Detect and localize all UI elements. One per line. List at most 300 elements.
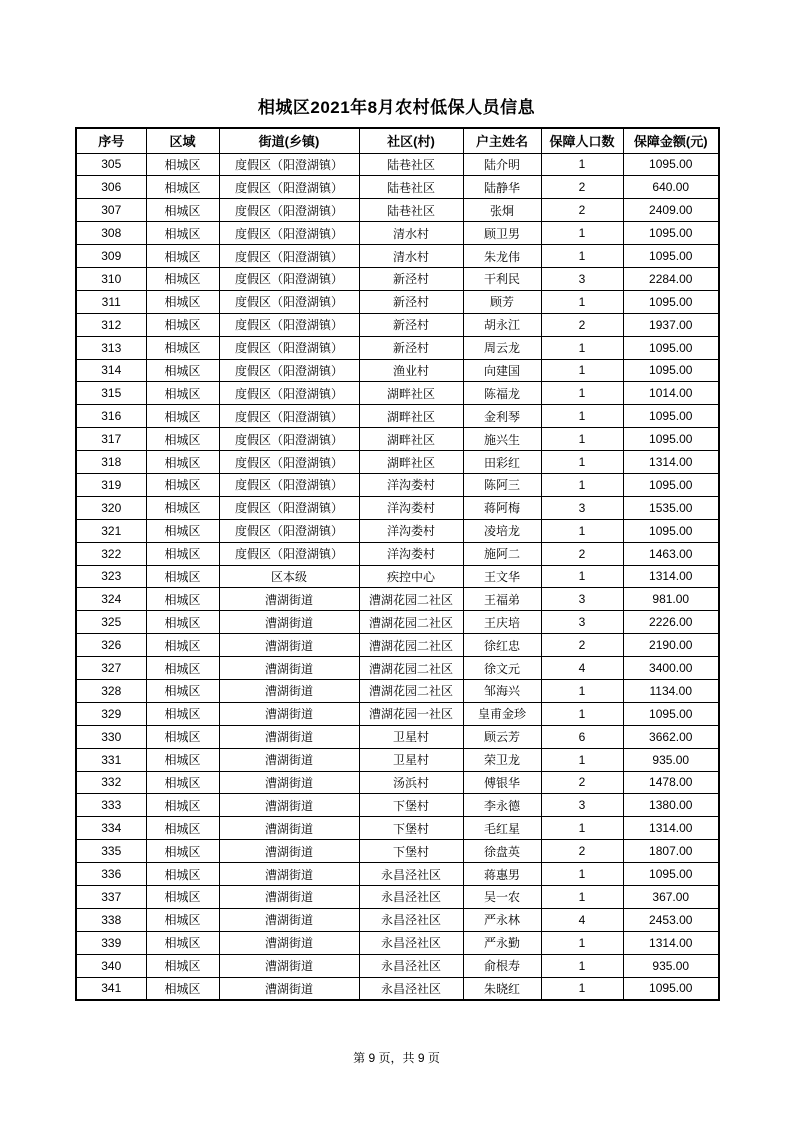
table-row [76, 657, 719, 680]
table-cell: 度假区（阳澄湖镇） [219, 222, 359, 245]
table-cell: 相城区 [146, 611, 219, 634]
table-cell: 306 [76, 176, 146, 199]
table-row [76, 382, 719, 405]
table-row [76, 359, 719, 382]
table-cell: 2226.00 [623, 611, 719, 634]
table-cell: 3 [541, 588, 623, 611]
table-cell: 干利民 [463, 267, 541, 290]
table-cell: 王福弟 [463, 588, 541, 611]
table-cell: 度假区（阳澄湖镇） [219, 359, 359, 382]
table-cell: 相城区 [146, 290, 219, 313]
table-row [76, 496, 719, 519]
table-cell: 度假区（阳澄湖镇） [219, 428, 359, 451]
table-row [76, 634, 719, 657]
table-cell: 相城区 [146, 267, 219, 290]
table-cell: 310 [76, 267, 146, 290]
table-cell: 漕湖街道 [219, 748, 359, 771]
table-cell: 度假区（阳澄湖镇） [219, 176, 359, 199]
table-row [76, 565, 719, 588]
table-cell: 3662.00 [623, 725, 719, 748]
table-cell: 1314.00 [623, 817, 719, 840]
table-cell: 308 [76, 222, 146, 245]
table-cell: 相城区 [146, 542, 219, 565]
table-cell: 341 [76, 977, 146, 1000]
table-cell: 漕湖街道 [219, 588, 359, 611]
table-row [76, 405, 719, 428]
table-cell: 1014.00 [623, 382, 719, 405]
table-cell: 相城区 [146, 886, 219, 909]
table-row [76, 313, 719, 336]
table-cell: 相城区 [146, 863, 219, 886]
table-cell: 1095.00 [623, 863, 719, 886]
table-cell: 漕湖花园二社区 [359, 679, 463, 702]
table-cell: 陈福龙 [463, 382, 541, 405]
column-header: 序号 [76, 128, 146, 153]
table-cell: 331 [76, 748, 146, 771]
table-cell: 度假区（阳澄湖镇） [219, 542, 359, 565]
table-cell: 下堡村 [359, 817, 463, 840]
table-cell: 325 [76, 611, 146, 634]
table-cell: 1 [541, 817, 623, 840]
table-cell: 新泾村 [359, 336, 463, 359]
table-cell: 1 [541, 336, 623, 359]
table-row [76, 863, 719, 886]
table-cell: 蒋惠男 [463, 863, 541, 886]
table-cell: 1 [541, 863, 623, 886]
table-cell: 陆巷社区 [359, 176, 463, 199]
table-cell: 度假区（阳澄湖镇） [219, 290, 359, 313]
table-row [76, 611, 719, 634]
table-cell: 漕湖街道 [219, 725, 359, 748]
table-cell: 1095.00 [623, 153, 719, 176]
table-cell: 相城区 [146, 176, 219, 199]
table-header [76, 128, 719, 153]
table-cell: 渔业村 [359, 359, 463, 382]
table-cell: 徐红忠 [463, 634, 541, 657]
table-cell: 徐盘英 [463, 840, 541, 863]
table-cell: 337 [76, 886, 146, 909]
table-cell: 朱晓红 [463, 977, 541, 1000]
table-cell: 3 [541, 496, 623, 519]
table-cell: 340 [76, 954, 146, 977]
table-cell: 1095.00 [623, 428, 719, 451]
table-cell: 相城区 [146, 565, 219, 588]
table-cell: 湖畔社区 [359, 382, 463, 405]
table-cell: 320 [76, 496, 146, 519]
table-cell: 2 [541, 542, 623, 565]
table-cell: 陆巷社区 [359, 153, 463, 176]
table-cell: 相城区 [146, 657, 219, 680]
table-row [76, 908, 719, 931]
table-cell: 湖畔社区 [359, 428, 463, 451]
table-cell: 相城区 [146, 313, 219, 336]
table-cell: 湖畔社区 [359, 451, 463, 474]
table-cell: 1134.00 [623, 679, 719, 702]
table-cell: 施兴生 [463, 428, 541, 451]
table-cell: 相城区 [146, 222, 219, 245]
table-cell: 1314.00 [623, 451, 719, 474]
table-row [76, 336, 719, 359]
table-cell: 漕湖街道 [219, 840, 359, 863]
table-cell: 漕湖街道 [219, 771, 359, 794]
table-cell: 疾控中心 [359, 565, 463, 588]
table-cell: 1095.00 [623, 473, 719, 496]
table-cell: 1535.00 [623, 496, 719, 519]
table-cell: 314 [76, 359, 146, 382]
table-row [76, 977, 719, 1000]
table-row [76, 153, 719, 176]
table-cell: 张炯 [463, 199, 541, 222]
table-cell: 卫星村 [359, 725, 463, 748]
table-cell: 洋沟娄村 [359, 473, 463, 496]
table-cell: 1 [541, 382, 623, 405]
table-cell: 漕湖街道 [219, 679, 359, 702]
table-cell: 329 [76, 702, 146, 725]
table-cell: 2190.00 [623, 634, 719, 657]
table-cell: 度假区（阳澄湖镇） [219, 267, 359, 290]
table-cell: 度假区（阳澄湖镇） [219, 153, 359, 176]
table-row [76, 702, 719, 725]
table-cell: 1 [541, 428, 623, 451]
table-cell: 相城区 [146, 245, 219, 268]
table-cell: 336 [76, 863, 146, 886]
table-row [76, 931, 719, 954]
table-cell: 凌培龙 [463, 519, 541, 542]
table-cell: 傅银华 [463, 771, 541, 794]
table-cell: 永昌泾社区 [359, 977, 463, 1000]
table-cell: 334 [76, 817, 146, 840]
table-cell: 顾云芳 [463, 725, 541, 748]
table-row [76, 199, 719, 222]
table-cell: 漕湖街道 [219, 634, 359, 657]
table-cell: 毛红星 [463, 817, 541, 840]
table-cell: 2 [541, 771, 623, 794]
table-cell: 相城区 [146, 954, 219, 977]
table-cell: 洋沟娄村 [359, 496, 463, 519]
table-cell: 相城区 [146, 931, 219, 954]
table-cell: 徐文元 [463, 657, 541, 680]
table-cell: 俞根寿 [463, 954, 541, 977]
table-cell: 6 [541, 725, 623, 748]
table-cell: 1 [541, 473, 623, 496]
table-cell: 309 [76, 245, 146, 268]
table-cell: 度假区（阳澄湖镇） [219, 336, 359, 359]
table-cell: 相城区 [146, 428, 219, 451]
table-cell: 1095.00 [623, 702, 719, 725]
table-row [76, 794, 719, 817]
table-cell: 323 [76, 565, 146, 588]
table-row [76, 542, 719, 565]
table-cell: 洋沟娄村 [359, 542, 463, 565]
table-cell: 度假区（阳澄湖镇） [219, 382, 359, 405]
table-cell: 新泾村 [359, 313, 463, 336]
table-cell: 陆静华 [463, 176, 541, 199]
page-number: 第 9 页，共 9 页 [353, 1051, 440, 1065]
table-cell: 1478.00 [623, 771, 719, 794]
table-cell: 相城区 [146, 679, 219, 702]
table-cell: 2 [541, 313, 623, 336]
column-header: 户主姓名 [463, 128, 541, 153]
table-cell: 朱龙伟 [463, 245, 541, 268]
table-cell: 327 [76, 657, 146, 680]
table-cell: 4 [541, 657, 623, 680]
table-cell: 321 [76, 519, 146, 542]
table-cell: 胡永江 [463, 313, 541, 336]
table-cell: 田彩红 [463, 451, 541, 474]
table-cell: 1095.00 [623, 977, 719, 1000]
table-cell: 2 [541, 840, 623, 863]
table-row [76, 290, 719, 313]
table-cell: 1314.00 [623, 565, 719, 588]
table-cell: 相城区 [146, 634, 219, 657]
table-header-row [76, 128, 719, 153]
table-row [76, 176, 719, 199]
table-cell: 1095.00 [623, 405, 719, 428]
table-cell: 金利琴 [463, 405, 541, 428]
column-header: 社区(村) [359, 128, 463, 153]
table-cell: 315 [76, 382, 146, 405]
table-cell: 相城区 [146, 359, 219, 382]
table-cell: 李永德 [463, 794, 541, 817]
table-cell: 1 [541, 954, 623, 977]
table-cell: 漕湖街道 [219, 817, 359, 840]
table-cell: 1095.00 [623, 222, 719, 245]
table-cell: 永昌泾社区 [359, 908, 463, 931]
table-cell: 1 [541, 931, 623, 954]
table-cell: 326 [76, 634, 146, 657]
table-cell: 漕湖街道 [219, 702, 359, 725]
table-cell: 新泾村 [359, 267, 463, 290]
table-cell: 333 [76, 794, 146, 817]
table-cell: 1 [541, 679, 623, 702]
table-body [76, 153, 719, 1000]
table-cell: 卫星村 [359, 748, 463, 771]
table-cell: 新泾村 [359, 290, 463, 313]
table-row [76, 451, 719, 474]
table-cell: 永昌泾社区 [359, 931, 463, 954]
table-cell: 相城区 [146, 153, 219, 176]
table-row [76, 840, 719, 863]
table-cell: 相城区 [146, 473, 219, 496]
table-cell: 3 [541, 611, 623, 634]
table-cell: 严永林 [463, 908, 541, 931]
table-cell: 981.00 [623, 588, 719, 611]
table-cell: 度假区（阳澄湖镇） [219, 245, 359, 268]
table-cell: 1 [541, 451, 623, 474]
table-cell: 相城区 [146, 199, 219, 222]
table-cell: 1 [541, 748, 623, 771]
table-row [76, 267, 719, 290]
column-header: 区域 [146, 128, 219, 153]
table-row [76, 428, 719, 451]
table-cell: 清水村 [359, 222, 463, 245]
table-cell: 漕湖街道 [219, 977, 359, 1000]
table-row [76, 245, 719, 268]
table-row [76, 886, 719, 909]
table-cell: 漕湖街道 [219, 931, 359, 954]
table-cell: 1095.00 [623, 336, 719, 359]
table-cell: 向建国 [463, 359, 541, 382]
table-cell: 周云龙 [463, 336, 541, 359]
table-cell: 1095.00 [623, 359, 719, 382]
table-cell: 相城区 [146, 519, 219, 542]
table-row [76, 771, 719, 794]
table-cell: 1 [541, 886, 623, 909]
table-cell: 317 [76, 428, 146, 451]
table-cell: 王文华 [463, 565, 541, 588]
table-cell: 度假区（阳澄湖镇） [219, 451, 359, 474]
table-cell: 1 [541, 290, 623, 313]
table-cell: 相城区 [146, 817, 219, 840]
table-cell: 1 [541, 977, 623, 1000]
table-cell: 1314.00 [623, 931, 719, 954]
table-cell: 洋沟娄村 [359, 519, 463, 542]
table-cell: 湖畔社区 [359, 405, 463, 428]
table-cell: 相城区 [146, 496, 219, 519]
table-cell: 漕湖街道 [219, 657, 359, 680]
table-cell: 335 [76, 840, 146, 863]
table-cell: 相城区 [146, 840, 219, 863]
table-cell: 下堡村 [359, 840, 463, 863]
table-row [76, 519, 719, 542]
table-row [76, 954, 719, 977]
table-cell: 332 [76, 771, 146, 794]
table-cell: 307 [76, 199, 146, 222]
table-cell: 清水村 [359, 245, 463, 268]
table-cell: 吴一农 [463, 886, 541, 909]
table-cell: 荣卫龙 [463, 748, 541, 771]
table-cell: 318 [76, 451, 146, 474]
table-cell: 1 [541, 153, 623, 176]
table-cell: 度假区（阳澄湖镇） [219, 496, 359, 519]
table-cell: 漕湖街道 [219, 886, 359, 909]
table-cell: 度假区（阳澄湖镇） [219, 519, 359, 542]
table-cell: 367.00 [623, 886, 719, 909]
table-cell: 区本级 [219, 565, 359, 588]
table-cell: 永昌泾社区 [359, 863, 463, 886]
table-cell: 相城区 [146, 336, 219, 359]
table-cell: 相城区 [146, 771, 219, 794]
table-cell: 3 [541, 267, 623, 290]
table-cell: 339 [76, 931, 146, 954]
table-cell: 度假区（阳澄湖镇） [219, 405, 359, 428]
table-cell: 3400.00 [623, 657, 719, 680]
table-cell: 施阿二 [463, 542, 541, 565]
table-cell: 1 [541, 245, 623, 268]
table-cell: 漕湖花园一社区 [359, 702, 463, 725]
table-cell: 相城区 [146, 977, 219, 1000]
table-cell: 322 [76, 542, 146, 565]
table-cell: 2 [541, 176, 623, 199]
table-cell: 相城区 [146, 794, 219, 817]
column-header: 保障人口数 [541, 128, 623, 153]
table-cell: 漕湖花园二社区 [359, 611, 463, 634]
table-cell: 2 [541, 199, 623, 222]
table-cell: 陈阿三 [463, 473, 541, 496]
column-header: 街道(乡镇) [219, 128, 359, 153]
table-cell: 2453.00 [623, 908, 719, 931]
table-cell: 1 [541, 519, 623, 542]
table-cell: 2409.00 [623, 199, 719, 222]
table-cell: 935.00 [623, 748, 719, 771]
table-row [76, 725, 719, 748]
table-cell: 顾芳 [463, 290, 541, 313]
table-cell: 相城区 [146, 702, 219, 725]
table-cell: 漕湖街道 [219, 954, 359, 977]
page-title: 相城区2021年8月农村低保人员信息 [257, 98, 536, 117]
table-cell: 330 [76, 725, 146, 748]
table-cell: 1095.00 [623, 290, 719, 313]
table-cell: 严永勤 [463, 931, 541, 954]
table-cell: 相城区 [146, 588, 219, 611]
table-cell: 1937.00 [623, 313, 719, 336]
table-cell: 316 [76, 405, 146, 428]
welfare-table [75, 127, 720, 1001]
table-cell: 1380.00 [623, 794, 719, 817]
table-cell: 蒋阿梅 [463, 496, 541, 519]
table-cell: 邹海兴 [463, 679, 541, 702]
table-cell: 640.00 [623, 176, 719, 199]
table-cell: 漕湖花园二社区 [359, 657, 463, 680]
table-cell: 1807.00 [623, 840, 719, 863]
table-cell: 相城区 [146, 382, 219, 405]
table-cell: 4 [541, 908, 623, 931]
table-cell: 陆巷社区 [359, 199, 463, 222]
table-cell: 1 [541, 359, 623, 382]
table-cell: 相城区 [146, 908, 219, 931]
table-cell: 王庆培 [463, 611, 541, 634]
table-cell: 319 [76, 473, 146, 496]
table-cell: 顾卫男 [463, 222, 541, 245]
table-cell: 陆介明 [463, 153, 541, 176]
table-cell: 324 [76, 588, 146, 611]
table-row [76, 748, 719, 771]
table-cell: 永昌泾社区 [359, 886, 463, 909]
table-row [76, 473, 719, 496]
table-cell: 328 [76, 679, 146, 702]
table-cell: 1 [541, 405, 623, 428]
table-cell: 漕湖街道 [219, 908, 359, 931]
table-row [76, 222, 719, 245]
table-cell: 1095.00 [623, 245, 719, 268]
table-cell: 338 [76, 908, 146, 931]
table-cell: 度假区（阳澄湖镇） [219, 313, 359, 336]
table-cell: 度假区（阳澄湖镇） [219, 199, 359, 222]
table-cell: 相城区 [146, 748, 219, 771]
table-cell: 1 [541, 565, 623, 588]
table-cell: 相城区 [146, 451, 219, 474]
table-cell: 汤浜村 [359, 771, 463, 794]
table-cell: 1463.00 [623, 542, 719, 565]
table-cell: 漕湖花园二社区 [359, 588, 463, 611]
table-cell: 305 [76, 153, 146, 176]
table-cell: 311 [76, 290, 146, 313]
table-cell: 皇甫金珍 [463, 702, 541, 725]
table-cell: 漕湖街道 [219, 863, 359, 886]
table-cell: 1 [541, 222, 623, 245]
column-header: 保障金额(元) [623, 128, 719, 153]
table-cell: 度假区（阳澄湖镇） [219, 473, 359, 496]
table-cell: 漕湖街道 [219, 611, 359, 634]
table-cell: 2 [541, 634, 623, 657]
table-cell: 永昌泾社区 [359, 954, 463, 977]
table-row [76, 588, 719, 611]
table-cell: 313 [76, 336, 146, 359]
table-row [76, 817, 719, 840]
table-cell: 相城区 [146, 725, 219, 748]
table-cell: 下堡村 [359, 794, 463, 817]
table-cell: 935.00 [623, 954, 719, 977]
